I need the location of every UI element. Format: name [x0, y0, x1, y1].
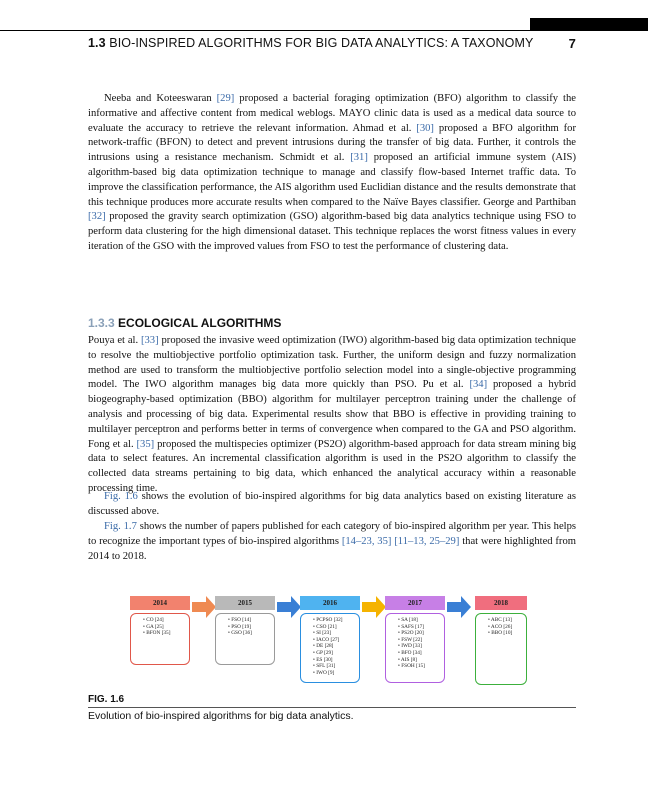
- algorithm-item: • SFL [31]: [313, 663, 355, 670]
- timeline-arrow: [447, 596, 471, 618]
- algorithm-list: [475, 613, 527, 685]
- paragraph-fig-1-6: [88, 490, 576, 520]
- algorithm-item: • PS2O [20]: [398, 630, 440, 637]
- algorithm-item: • BFON [35]: [143, 630, 185, 637]
- citation-link[interactable]: Fig. 1.6: [104, 491, 138, 502]
- algorithm-item: • BBO [10]: [488, 630, 522, 637]
- text-run: shows the evolution of bio-inspired algorithms for big data analytics based on existing literature as discussed above.: [88, 491, 577, 517]
- section-number: 1.3.3: [88, 316, 115, 330]
- text-run: proposed the invasive weed optimization (IWO) algorithm-based big data optimization technique to resolve the multiobjective portfolio optimization task. Further, the uniform design and fuzzy normalization method are used to transform the multiobjective portfolio selection model into a single-objective programming model. The IWO algorithm manages big data more quickly than PSO. Pu et al.: [88, 335, 576, 391]
- algorithm-item: • IACO [27]: [313, 637, 355, 644]
- algorithm-item: • CSO [21]: [313, 624, 355, 631]
- algorithm-item: • PSO [19]: [228, 624, 270, 631]
- text-run: Neeba and Koteeswaran: [104, 93, 217, 104]
- citation-link[interactable]: [30]: [416, 122, 434, 134]
- algorithm-item: • ABC [13]: [488, 617, 522, 624]
- algorithm-list: [215, 613, 275, 665]
- paragraph-bfo: [88, 92, 576, 255]
- text-run: proposed a hybrid biogeography-based optimization (BBO) algorithm for multilayer perceptron training under the challenge of analysis and processing of big data. Experimental results show that BBO is effective in providing training to multilayer perceptron and performs better in terms of convergence when compared to the GA and PSO algorithm. Fong et al.: [88, 379, 576, 450]
- year-label: 2017: [385, 596, 445, 610]
- year-label: 2014: [130, 596, 190, 610]
- algorithm-item: • IWD [33]: [398, 643, 440, 650]
- algorithm-item: • CO [24]: [143, 617, 185, 624]
- algorithm-item: • DE [28]: [313, 643, 355, 650]
- timeline-column: [300, 596, 360, 683]
- algorithm-item: • AIS [8]: [398, 657, 440, 664]
- citation-link[interactable]: [11–13, 25–29]: [394, 535, 460, 547]
- citation-link[interactable]: [31]: [350, 152, 368, 164]
- section-title: ECOLOGICAL ALGORITHMS: [118, 316, 282, 330]
- citation-link[interactable]: [29]: [216, 93, 235, 104]
- algorithm-item: • ACO [26]: [488, 624, 522, 631]
- text-run: proposed the gravity search optimization (GSO) algorithm-based big data analytics technique using FSO to perform data clustering for the high dimensional dataset. This technique replaces the worst fitness values in every iteration of the GSO with the improved values from FSO to test the performance of clustering data.: [88, 211, 576, 252]
- algorithm-item: • PCPSO [32]: [313, 617, 355, 624]
- page-number: 7: [568, 36, 576, 51]
- algorithm-item: • GSO [36]: [228, 630, 270, 637]
- year-label: 2016: [300, 596, 360, 610]
- algorithm-item: • FSOH [15]: [398, 663, 440, 670]
- section-heading: [88, 316, 576, 330]
- timeline-column: [130, 596, 190, 665]
- text-run: proposed an artificial immune system (AIS) algorithm-based big data optimization technique to manage and classify flow-based Internet traffic data. To improve the classification performance, the AIS algorithm used Euclidian distance and the results demonstrate that this technique produces more accurate results when compared to the Naïve Bayes classifier. George and Parthiban: [88, 152, 576, 208]
- algorithm-item: • SA [18]: [398, 617, 440, 624]
- algorithm-item: • GA [25]: [143, 624, 185, 631]
- year-label: 2018: [475, 596, 527, 610]
- text-run: Pouya et al.: [88, 335, 141, 346]
- text-run: shows the number of papers published for each category of bio-inspired algorithm per year. This helps to recognize the important types of bio-inspired algorithms: [88, 521, 577, 547]
- header-rule: [0, 30, 648, 31]
- algorithm-item: • SI [23]: [313, 630, 355, 637]
- algorithm-item: • BFO [34]: [398, 650, 440, 657]
- timeline-column: [385, 596, 445, 683]
- algorithm-list: [300, 613, 360, 683]
- text-run: proposed the multispecies optimizer (PS2O) algorithm-based approach for data stream mining big data to select features. An incremental classification algorithm is used in the PS2O algorithm to classify the collected data streams pertaining to big data, which enhanced the analytical accuracy within a reasonable processing time.: [88, 438, 576, 494]
- timeline-column: [215, 596, 275, 665]
- citation-link[interactable]: [32]: [88, 211, 106, 223]
- figure-caption: Evolution of bio-inspired algorithms for big data analytics.: [88, 710, 354, 722]
- algorithm-list: [130, 613, 190, 665]
- running-head: [88, 36, 576, 54]
- citation-link[interactable]: [33]: [140, 335, 159, 346]
- text-run: proposed a bacterial foraging optimization (BFO) algorithm to classify the informative and affective content from medical weblogs. MAYO clinic data is used as a medical data source to evaluate the accuracy to retrieve the relevant information. Ahmad et al.: [88, 93, 577, 134]
- timeline-column: [475, 596, 527, 685]
- header-bar: [530, 18, 648, 30]
- algorithm-item: • FSO [14]: [228, 617, 270, 624]
- header-title: BIO-INSPIRED ALGORITHMS FOR BIG DATA ANALYTICS: A TAXONOMY: [109, 36, 534, 50]
- paragraph-fig-1-7: [88, 520, 576, 564]
- figure-label: FIG. 1.6: [88, 694, 125, 705]
- citation-link[interactable]: [35]: [136, 438, 155, 450]
- header-section-number: 1.3: [88, 36, 106, 50]
- figure-timeline: [130, 596, 530, 691]
- figure-rule: [88, 707, 576, 708]
- timeline-arrow: [192, 596, 216, 618]
- algorithm-item: • FSW [22]: [398, 637, 440, 644]
- algorithm-list: [385, 613, 445, 683]
- paragraph-ecological: [88, 334, 576, 497]
- citation-link[interactable]: Fig. 1.7: [104, 521, 137, 532]
- timeline-arrow: [362, 596, 386, 618]
- year-label: 2015: [215, 596, 275, 610]
- text-run: proposed a BFO algorithm for network-traffic (BFON) to detect and prevent intrusions during the transfer of big data. Further, it controls the intrusions using a resistance mechanism. Schmidt et al.: [88, 122, 576, 164]
- citation-link[interactable]: [34]: [469, 379, 488, 391]
- algorithm-item: • GP [29]: [313, 650, 355, 657]
- algorithm-item: • IWO [9]: [313, 670, 355, 677]
- algorithm-item: • ES [30]: [313, 657, 355, 664]
- algorithm-item: • SAFS [17]: [398, 624, 440, 631]
- citation-link[interactable]: [14–23, 35]: [341, 535, 392, 547]
- timeline-arrow: [277, 596, 301, 618]
- text-run: that were highlighted from 2014 to 2018.: [88, 535, 576, 562]
